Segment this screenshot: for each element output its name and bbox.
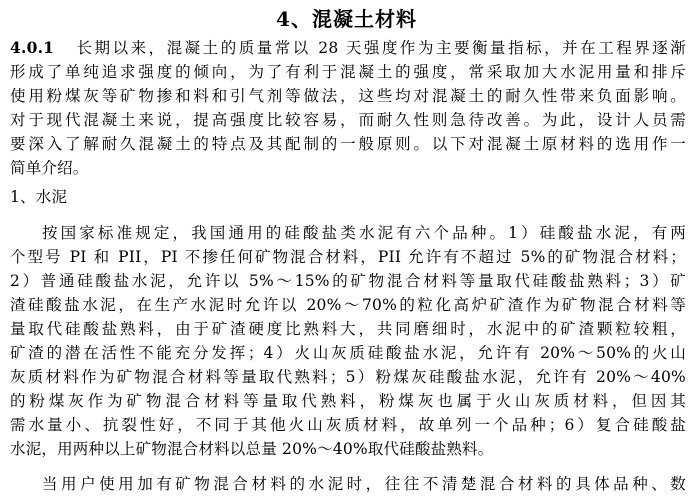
clause-401-line-1 bbox=[10, 36, 686, 60]
clause-401-line-5: 要深入了解耐久混凝土的特点及其配制的一般原则。以下对混凝土原材料的选用作一 bbox=[10, 135, 686, 153]
section-title: 4、混凝土材料 bbox=[276, 7, 417, 31]
next-para-line-1: 当用户使用加有矿物混合材料的水泥时，往往不清楚混合材料的具体品种、数 bbox=[42, 475, 686, 493]
cement-line-2: 个型号 PI 和 PII，PI 不掺任何矿物混合材料，PII 允许有不超过 5%的矿物混合材料； bbox=[10, 248, 686, 266]
cement-heading: 1、水泥 bbox=[10, 188, 68, 206]
cement-line-5: 量取代硅酸盐熟料，由于矿渣硬度比熟料大，共同磨细时，水泥中的矿渣颗粒较粗， bbox=[10, 320, 686, 338]
clause-401-line-3: 使用粉煤灰等矿物掺和料和引气剂等做法，这些均对混凝土的耐久性带来负面影响。 bbox=[10, 87, 686, 105]
clause-401-line-2: 形成了单纯追求强度的倾向，为了有利于混凝土的强度，常采取加大水泥用量和排斥 bbox=[10, 63, 686, 81]
cement-line-4: 渣硅酸盐水泥，在生产水泥时允许以 20%～70%的粒化高炉矿渣作为矿物混合材料等 bbox=[10, 296, 686, 314]
clause-401-line-6: 简单介绍。 bbox=[10, 159, 89, 177]
cement-line-10: 水泥，用两种以上矿物混合材料以总量 20%～40%取代硅酸盐熟料。 bbox=[10, 440, 494, 458]
clause-number: 4.0.1 bbox=[10, 38, 55, 57]
cement-line-9: 需水量小、抗裂性好，不同于其他火山灰质材料，故单列一个品种；6）复合硅酸盐 bbox=[10, 416, 686, 434]
clause-401-text: 长期以来，混凝土的质量常以 28 天强度作为主要衡量指标，并在工程界逐渐 bbox=[76, 39, 686, 57]
cement-line-1: 按国家标准规定，我国通用的硅酸盐类水泥有六个品种。1）硅酸盐水泥，有两 bbox=[42, 224, 686, 242]
clause-401-line-4: 对于现代混凝土来说，提高强度比较容易，而耐久性则急待改善。为此，设计人员需 bbox=[10, 111, 686, 129]
cement-line-6: 矿渣的潜在活性不能充分发挥；4）火山灰质硅酸盐水泥，允许有 20%～50%的火山 bbox=[10, 344, 686, 362]
cement-line-7: 灰质材料作为矿物混合材料等量取代熟料；5）粉煤灰硅酸盐水泥，允许有 20%～40% bbox=[10, 368, 686, 386]
cement-line-8: 的粉煤灰作为矿物混合材料等量取代熟料，粉煤灰也属于火山灰质材料，但因其 bbox=[10, 392, 686, 410]
cement-line-3: 2）普通硅酸盐水泥，允许以 5%～15%的矿物混合材料等量取代硅酸盐熟料；3）矿 bbox=[10, 272, 686, 290]
